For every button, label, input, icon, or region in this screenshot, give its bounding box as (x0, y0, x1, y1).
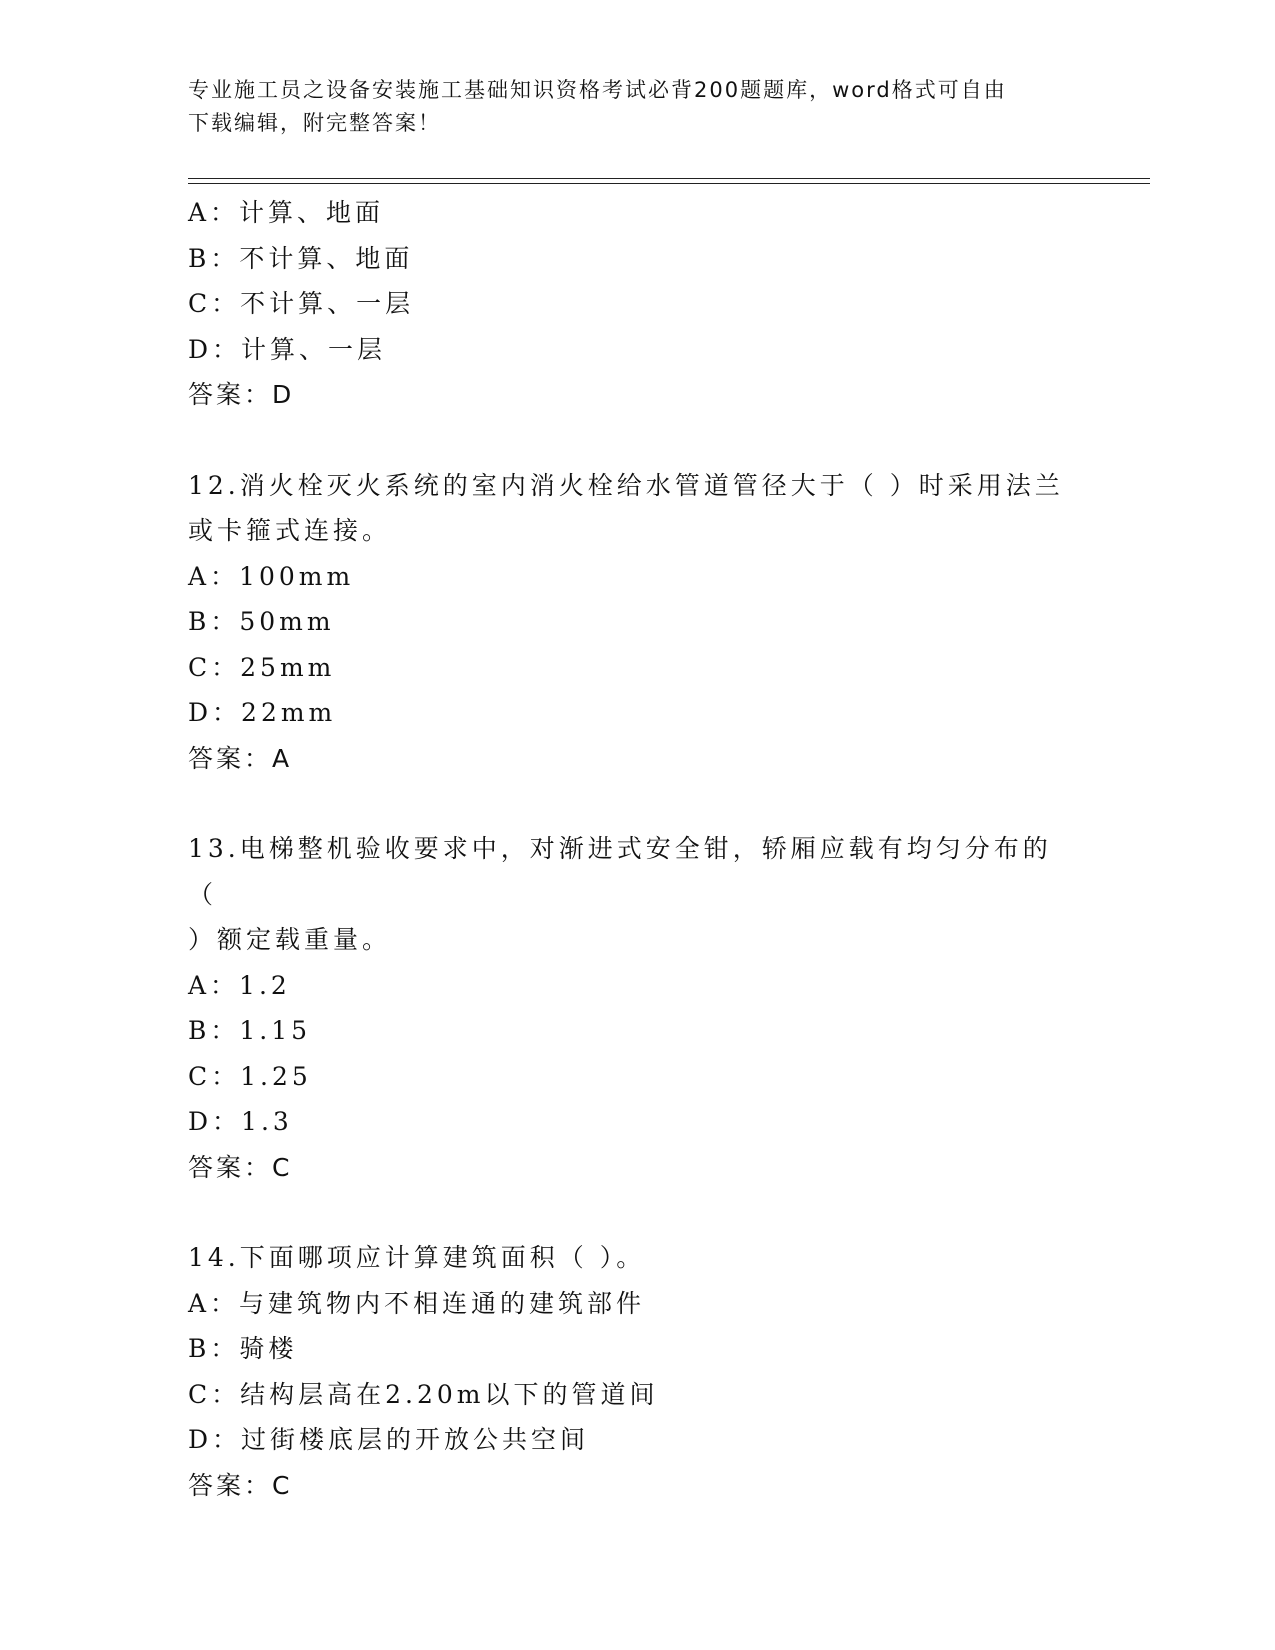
question-stem (188, 1235, 1068, 1281)
option-d: D：计算、一层 (188, 334, 387, 364)
option-a: A：1.2 (188, 970, 291, 1000)
option-c: C：不计算、一层 (188, 289, 415, 318)
option-d: D：22mm (188, 698, 337, 727)
option-c: C：1.25 (188, 1061, 312, 1091)
question-stem (188, 826, 1068, 963)
answer-label: 答案：C (188, 1152, 293, 1182)
question-stem-line-2: ）额定载重量。 (188, 925, 392, 954)
header-divider-top (188, 178, 1150, 179)
answer-label: 答案：C (188, 1470, 293, 1500)
option-b: B：不计算、地面 (188, 243, 414, 273)
option-c: C：25mm (188, 652, 336, 682)
option-a: A：计算、地面 (188, 198, 385, 227)
question-stem-line-2: 或卡箍式连接。 (188, 516, 392, 545)
question-11 (188, 190, 1088, 418)
option-b: B：50mm (188, 607, 335, 636)
header-divider-bottom (188, 183, 1150, 184)
question-stem-line-1: 13.电梯整机验收要求中，对渐进式安全钳，轿厢应载有均匀分布的（ (188, 834, 1052, 909)
option-b: B：1.15 (188, 1016, 312, 1045)
option-c: C：结构层高在2.20m以下的管道间 (188, 1379, 659, 1409)
answer-label: 答案：A (188, 743, 293, 773)
option-a: A：与建筑物内不相连通的建筑部件 (188, 1288, 646, 1318)
option-d: D：1.3 (188, 1107, 293, 1136)
option-a: A：100mm (188, 561, 355, 591)
question-12 (188, 463, 1088, 782)
question-stem (188, 463, 1068, 554)
question-14 (188, 1235, 1088, 1508)
question-list (188, 190, 1088, 1508)
document-header (188, 74, 1068, 140)
option-b: B：骑楼 (188, 1334, 298, 1363)
question-stem-line-1: 12.消火栓灭火系统的室内消火栓给水管道管径大于（ ）时采用法兰 (188, 470, 1064, 500)
header-line-1: 专业施工员之设备安装施工基础知识资格考试必背200题题库，word格式可自由 (188, 78, 1007, 102)
option-d: D：过街楼底层的开放公共空间 (188, 1425, 590, 1454)
question-13 (188, 826, 1088, 1190)
answer-label: 答案：D (188, 380, 295, 409)
header-line-2: 下载编辑，附完整答案！ (188, 111, 441, 135)
question-stem-line-1: 14.下面哪项应计算建筑面积（ ）。 (188, 1243, 646, 1272)
